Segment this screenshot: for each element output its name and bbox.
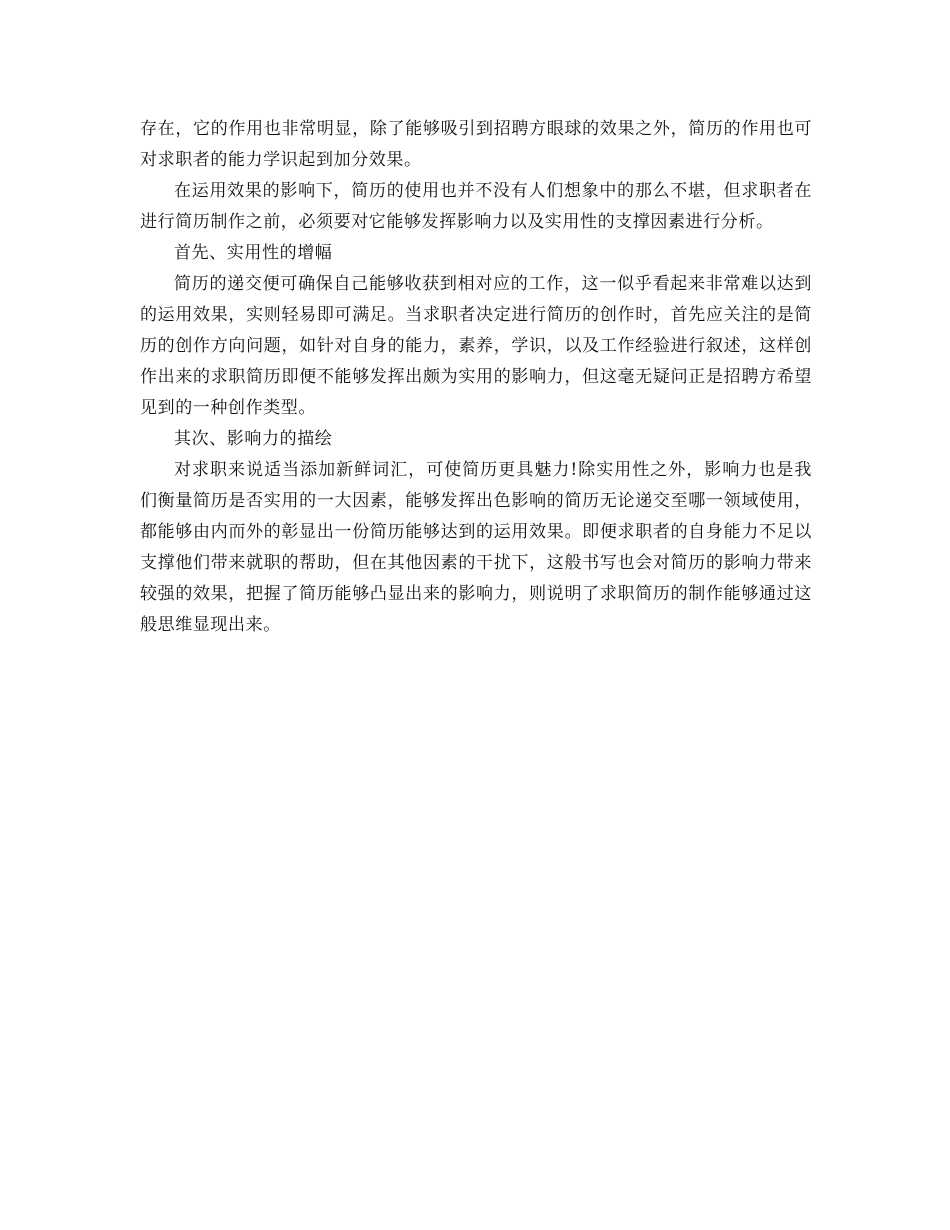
document-body <box>140 114 812 641</box>
paragraph-practicality: 简历的递交便可确保自己能够收获到相对应的工作，这一似乎看起来非常难以达到的运用效果，实则轻易即可满足。当求职者决定进行简历的创作时，首先应关注的是简历的创作方向问题，如针对自身的能力，素养，学识，以及工作经验进行叙述，这样创作出来的求职简历即便不能够发挥出颇为实用的影响力，但这毫无疑问正是招聘方希望见到的一种创作类型。 <box>140 274 812 418</box>
section-heading-practicality: 首先、实用性的增幅 <box>174 243 333 263</box>
paragraph-intro-continuation: 存在，它的作用也非常明显，除了能够吸引到招聘方眼球的效果之外，简历的作用也可对求职者的能力学识起到加分效果。 <box>140 119 812 170</box>
paragraph-influence: 对求职来说适当添加新鲜词汇，可使简历更具魅力!除实用性之外，影响力也是我们衡量简历是否实用的一大因素，能够发挥出色影响的简历无论递交至哪一领域使用，都能够由内而外的彰显出一份简历能够达到的运用效果。即便求职者的自身能力不足以支撑他们带来就职的帮助，但在其他因素的干扰下，这般书写也会对简历的影响力带来较强的效果，把握了简历能够凸显出来的影响力，则说明了求职简历的制作能够通过这般思维显现出来。 <box>140 460 812 635</box>
section-heading-influence: 其次、影响力的描绘 <box>174 429 333 449</box>
paragraph-usage-effect: 在运用效果的影响下，简历的使用也并不没有人们想象中的那么不堪，但求职者在进行简历制作之前，必须要对它能够发挥影响力以及实用性的支撑因素进行分析。 <box>140 181 812 232</box>
